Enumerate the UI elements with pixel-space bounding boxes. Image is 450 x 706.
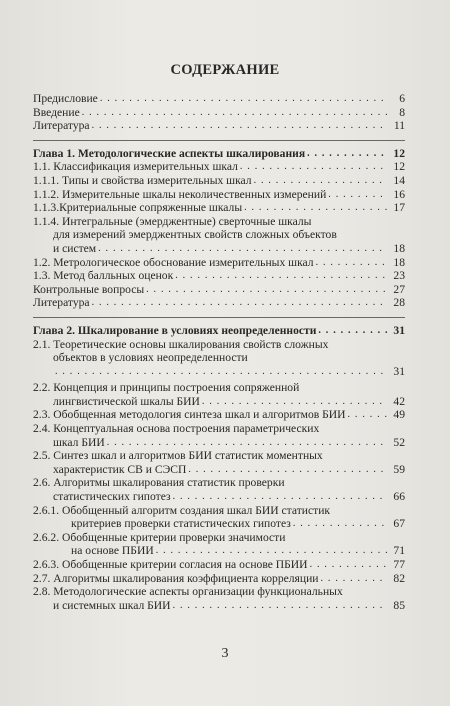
toc-entry-2-3: 2.3. Обобщенная методология синтеза шкал и алгоритмов БИИ . . . 49 [33,408,405,422]
toc-entry-2-8: 2.8. Методологические аспекты организации функциональных и системных шкал БИИ . . . 85 [33,585,405,612]
toc-chapter-1: Глава 1. Методологические аспекты шкалирования . . . 12 [33,147,405,161]
page-number: 3 [221,646,229,661]
divider [33,140,405,141]
toc-entry-1-1-4: 1.1.4. Интегральные (эмерджентные) сверточные шкалы для измерений эмерджентных свойств сложных объектов и систем . . . 18 [33,215,405,256]
toc-entry-preface: Предисловие . . . 6 [33,92,405,106]
toc-entry-1-3: 1.3. Метод балльных оценок . . . 23 [33,269,405,283]
table-of-contents [33,92,405,612]
toc-entry-1-1: 1.1. Классификация измерительных шкал . . . 12 [33,160,405,174]
toc-title: СОДЕРЖАНИЕ [170,62,280,78]
toc-entry-2-2: 2.2. Концепция и принципы построения сопряженной лингвистической шкалы БИИ . . . 42 [33,381,405,408]
toc-entry-2-6-1: 2.6.1. Обобщенный алгоритм создания шкал БИИ статистик критериев проверки статистических гипотез . . . 67 [33,504,405,531]
toc-entry-literature-1: Литература . . . 28 [33,296,405,310]
toc-entry-1-1-1: 1.1.1. Типы и свойства измерительных шкал . . . 14 [33,174,405,188]
toc-entry-2-6: 2.6. Алгоритмы шкалирования статистик проверки статистических гипотез . . . 66 [33,476,405,503]
toc-entry-2-1: 2.1. Теоретические основы шкалирования свойств сложных объектов в условиях неопределенности . . . 31 [33,338,405,379]
toc-entry-2-6-3: 2.6.3. Обобщенные критерии согласия на основе ПБИИ . . . 77 [33,558,405,572]
toc-entry-2-6-2: 2.6.2. Обобщенные критерии проверки значимости на основе ПБИИ . . . 71 [33,531,405,558]
toc-chapter-2: Глава 2. Шкалирование в условиях неопределенности . . . 31 [33,324,405,338]
toc-entry-1-1-2: 1.1.2. Измерительные шкалы неколичественных измерений . . . 16 [33,188,405,202]
toc-entry-literature: Литература . . . 11 [33,119,405,133]
toc-entry-introduction: Введение . . . 8 [33,106,405,120]
toc-entry-2-5: 2.5. Синтез шкал и алгоритмов БИИ статистик моментных характеристик СВ и СЭСП . . . 59 [33,449,405,476]
toc-entry-2-4: 2.4. Концептуальная основа построения параметрических шкал БИИ . . . 52 [33,422,405,449]
toc-entry-1-2: 1.2. Метрологическое обоснование измерительных шкал . . . 18 [33,256,405,270]
divider [33,317,405,318]
toc-entry-1-1-3: 1.1.3.Критериальные сопряженные шкалы . . . 17 [33,201,405,215]
toc-entry-2-7: 2.7. Алгоритмы шкалирования коэффициента корреляции . . . 82 [33,572,405,586]
toc-entry-questions-1: Контрольные вопросы . . . 27 [33,283,405,297]
